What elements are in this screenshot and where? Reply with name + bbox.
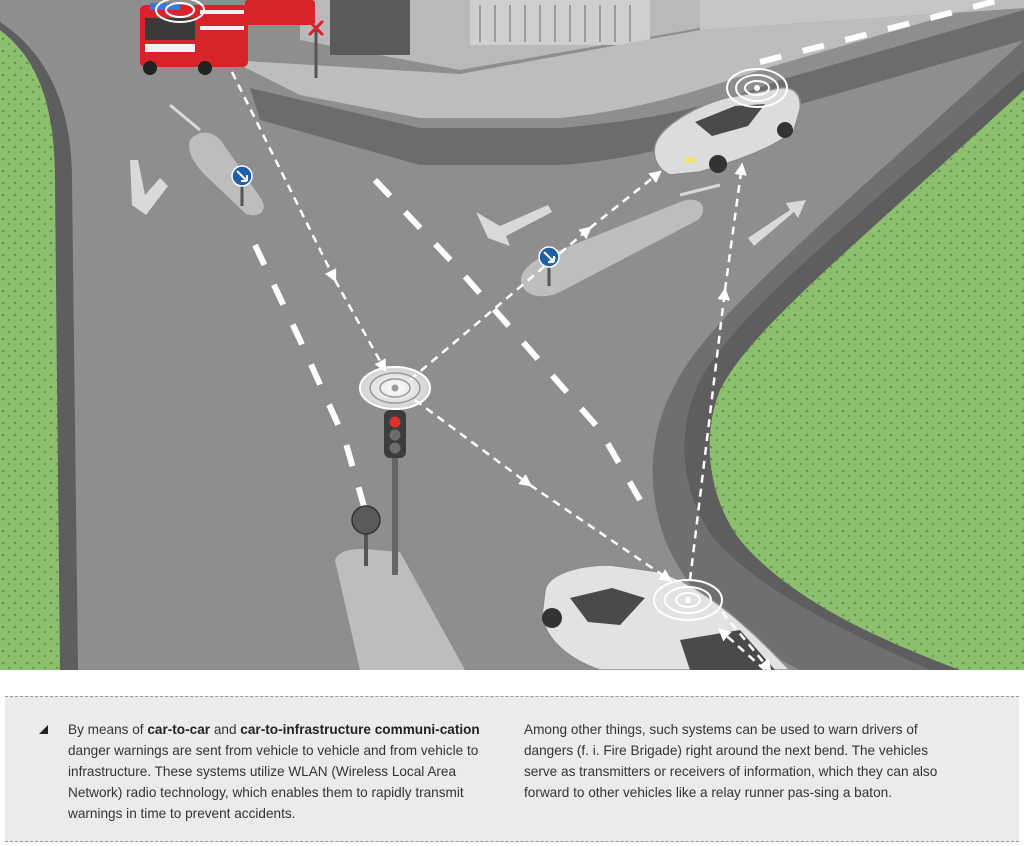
grass-left — [0, 30, 60, 670]
caption-left-part: danger warnings are sent from vehicle to vehicle and from vehicle to infrastructure. These systems utilize WLAN (Wireless Local Area Network) radio technology, which enables them to rapidly transmit warnings in time to prevent accidents. — [68, 743, 479, 821]
caption-left-part: By means of — [68, 722, 148, 737]
caption-right-column — [524, 719, 964, 803]
caption-panel — [5, 696, 1019, 842]
signal-waves-icon — [654, 580, 722, 620]
signal-waves-icon — [360, 367, 430, 409]
caption-left-text — [68, 719, 504, 824]
caption-left-part: and — [210, 722, 241, 737]
caption-right-text: Among other things, such systems can be used to warn drivers of dangers (f. i. Fire Brigade) right around the next bend. The vehicles serve as transmitters or receivers of information, which they can also forward to other vehicles like a relay runner pas-sing a baton. — [524, 722, 938, 800]
signal-waves-icon — [727, 69, 787, 107]
caption-left-bold: car-to-infrastructure communi-cation — [240, 722, 480, 737]
triangle-bullet-icon — [39, 725, 48, 734]
caption-left-bold: car-to-car — [147, 722, 211, 737]
caption — [0, 670, 1024, 846]
caption-left-column — [68, 719, 504, 824]
